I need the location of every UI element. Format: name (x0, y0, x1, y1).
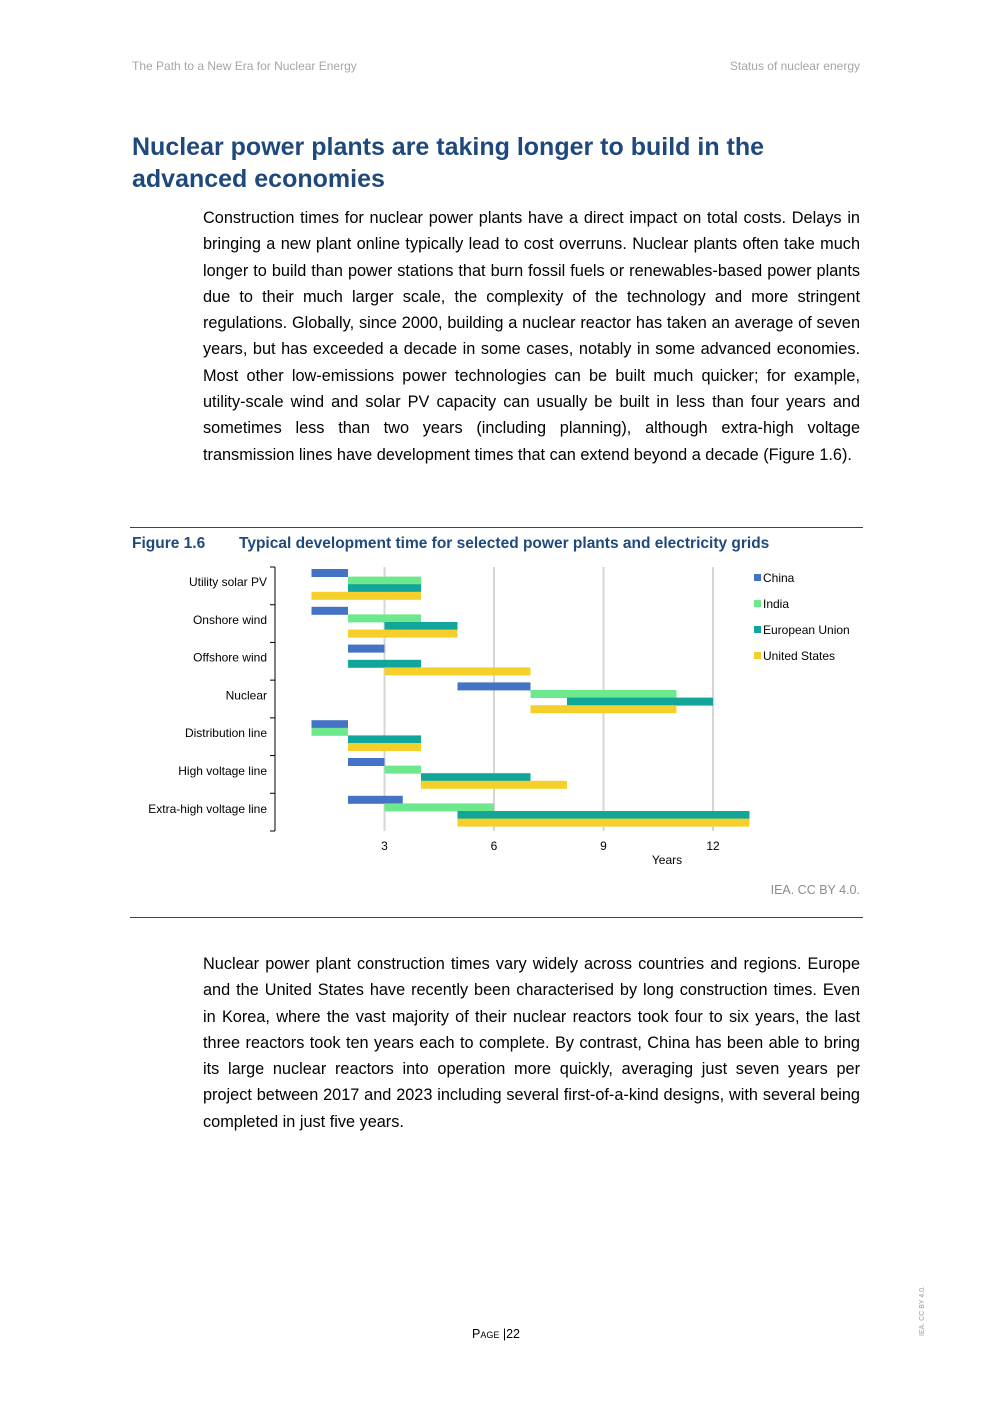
figure-caption (132, 535, 769, 553)
legend-swatch (754, 652, 761, 659)
construction-times-paragraph: Nuclear power plant construction times vary widely across countries and regions. Europe and the United States have recently been characterised by long construction times. Even in Korea, where the vast majority of their nuclear reactors took four to six years, the last three reactors took ten years each to complete. By contrast, China has been able to bring its large nuclear reactors into operation more quickly, averaging just seven years per project between 2017 and 2023 including several first-of-a-kind designs, with several being completed in just five years. (203, 955, 860, 1131)
running-header-title: The Path to a New Era for Nuclear Energy (132, 59, 357, 73)
category-label: Extra-high voltage line (148, 801, 267, 816)
chart-bar (348, 735, 421, 743)
legend-label: United States (763, 649, 836, 663)
intro-paragraph: Construction times for nuclear power plants have a direct impact on total costs. Delays in bringing a new plant online typically lead to cost overruns. Nuclear plants often take much longer to build than power stations that burn fossil fuels or renewables-based power plants due to their much larger scale, the complexity of the technology and more stringent regulations. Globally, since 2000, building a nuclear reactor has taken an average of seven years, but has exceeded a decade in some cases, notably in some advanced economies. Most other low-emissions power technologies can be built much quicker; for example, utility-scale wind and solar PV capacity can usually be built in less than four years and sometimes less than two years (including planning), although extra-high voltage transmission lines have development times that can extend beyond a decade (Figure 1.6). (203, 209, 860, 464)
chart-bar (531, 690, 677, 698)
page-separator: | (502, 1327, 507, 1341)
legend-swatch (754, 626, 761, 633)
figure-top-rule (130, 527, 863, 528)
chart-bar (348, 758, 385, 766)
chart-bar (385, 766, 422, 774)
x-tick-label: 12 (706, 839, 720, 853)
chart-bar (312, 607, 349, 615)
legend-swatch (754, 574, 761, 581)
page-number-value: 22 (506, 1327, 520, 1341)
development-time-chart (0, 555, 992, 875)
page-title: Nuclear power plants are taking longer to build in the advanced economies (132, 133, 765, 193)
legend-label: European Union (763, 623, 850, 637)
x-tick-label: 6 (490, 839, 498, 853)
chart-bar (385, 622, 458, 630)
chart-bar (458, 811, 750, 819)
chart-bar (348, 584, 421, 592)
legend-swatch (754, 600, 761, 607)
legend-label: China (763, 571, 795, 585)
chart-bar (348, 630, 458, 638)
x-tick-label: 3 (381, 839, 388, 853)
chart-bar (458, 819, 750, 827)
category-label: Onshore wind (192, 612, 267, 627)
page-number (0, 1327, 992, 1341)
category-label: Offshore wind (193, 650, 267, 665)
category-label: Utility solar PV (188, 575, 267, 589)
chart-bar (348, 614, 421, 622)
vertical-credit: IEA. CC BY 4.0. (919, 1285, 926, 1336)
x-tick-label: 9 (600, 839, 607, 853)
running-header-section: Status of nuclear energy (729, 59, 860, 73)
chart-bar (421, 781, 567, 789)
chart-bar (348, 577, 421, 585)
chart-bar (458, 682, 531, 690)
chart-bar (385, 667, 531, 675)
legend-label: India (763, 597, 790, 611)
category-label: Distribution line (184, 726, 267, 741)
chart-bar (567, 698, 713, 706)
chart-bar (531, 705, 677, 713)
chart-bar (312, 592, 422, 600)
chart-bar (348, 645, 385, 653)
figure-number: Figure 1.6 (132, 535, 206, 552)
category-label: High voltage line (178, 764, 267, 778)
chart-bar (312, 720, 349, 728)
x-axis-label: Years (651, 853, 683, 867)
chart-bar (348, 743, 421, 751)
figure-title: Typical development time for selected power plants and electricity grids (239, 535, 770, 552)
chart-bar (312, 728, 349, 736)
figure-credit: IEA. CC BY 4.0. (770, 883, 860, 897)
figure-bottom-rule (130, 917, 863, 918)
category-label: Nuclear (225, 688, 267, 703)
chart-bar (385, 803, 495, 811)
chart-bar (312, 569, 349, 577)
page-label: Page (472, 1327, 500, 1341)
chart-bar (348, 660, 421, 668)
chart-bar (421, 773, 531, 781)
chart-bar (348, 796, 403, 804)
